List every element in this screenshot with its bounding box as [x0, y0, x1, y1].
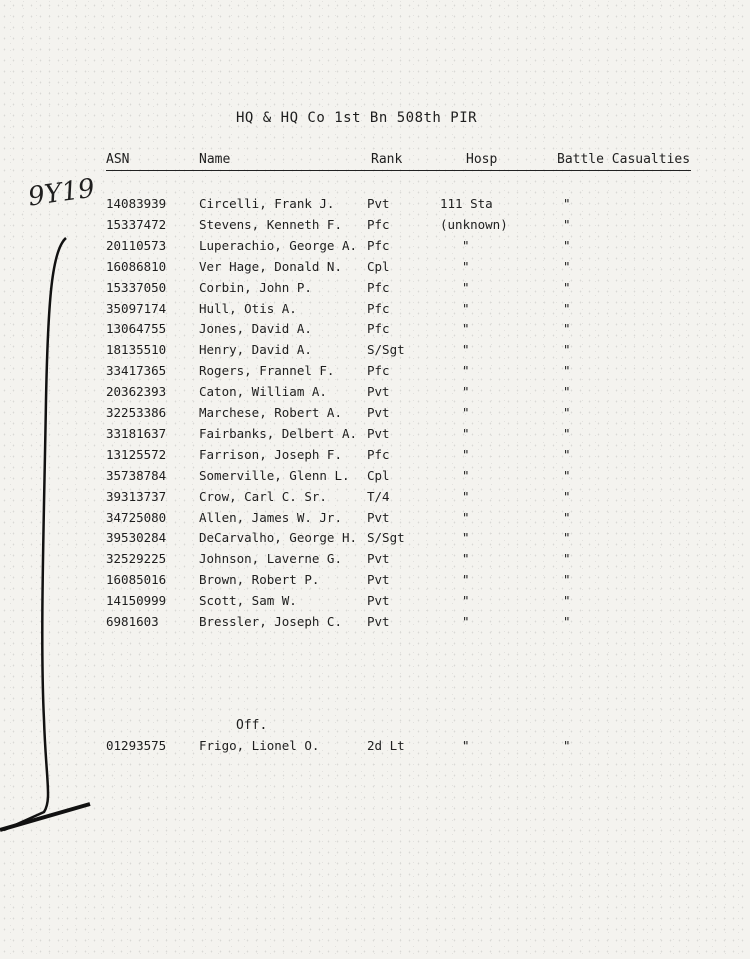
officers-label: Off. [236, 718, 268, 733]
name-cell: Stevens, Kenneth F. [199, 216, 342, 232]
asn-cell: 6981603 [106, 614, 159, 629]
table-row [0, 426, 750, 446]
table-row [0, 614, 750, 634]
rank-cell: T/4 [367, 488, 390, 504]
asn-cell: 35738784 [106, 467, 167, 483]
name-cell: Fairbanks, Delbert A. [199, 425, 358, 441]
header-hosp: Hosp [466, 152, 498, 167]
asn-cell: 20362393 [106, 384, 167, 400]
rank-cell: Pfc [367, 300, 390, 316]
rank-cell: Pvt [367, 551, 390, 567]
name-cell: Rogers, Frannel F. [199, 363, 335, 379]
battle-casualties-cell: " [563, 342, 571, 358]
table-row [0, 572, 750, 592]
asn-cell: 16086810 [106, 258, 167, 274]
hosp-cell: " [462, 425, 470, 441]
name-cell: Marchese, Robert A. [199, 405, 342, 420]
header-rank: Rank [371, 152, 403, 167]
name-cell: Bressler, Joseph C. [199, 614, 342, 629]
asn-cell: 01293575 [106, 738, 167, 753]
asn-cell: 14150999 [106, 593, 167, 609]
header-asn: ASN [106, 152, 130, 167]
rank-cell: Pfc [367, 216, 390, 232]
rank-cell: S/Sgt [367, 342, 405, 358]
hosp-cell: " [462, 446, 470, 462]
table-row [0, 301, 750, 321]
battle-casualties-cell: " [563, 593, 571, 609]
battle-casualties-cell: " [563, 258, 571, 274]
asn-cell: 39530284 [106, 530, 167, 546]
rank-cell: Pvt [367, 593, 390, 609]
hosp-cell: " [462, 384, 470, 400]
rank-cell: Pvt [367, 384, 390, 400]
hosp-cell: " [462, 488, 470, 504]
hosp-cell: " [462, 530, 470, 546]
name-cell: Hull, Otis A. [199, 300, 297, 316]
name-cell: Somerville, Glenn L. [199, 467, 350, 483]
rank-cell: Pvt [367, 196, 390, 211]
document-title: HQ & HQ Co 1st Bn 508th PIR [236, 110, 478, 126]
asn-cell: 18135510 [106, 342, 167, 358]
battle-casualties-cell: " [563, 509, 571, 525]
rank-cell: Cpl [367, 258, 390, 274]
battle-casualties-cell: " [563, 551, 571, 567]
asn-cell: 13125572 [106, 446, 167, 462]
rank-cell: Pvt [367, 572, 390, 588]
rank-cell: Cpl [367, 467, 390, 483]
name-cell: DeCarvalho, George H. [199, 530, 358, 546]
battle-casualties-cell: " [563, 530, 571, 546]
hosp-cell: " [462, 467, 470, 483]
battle-casualties-cell: " [563, 237, 571, 253]
table-row [0, 321, 750, 341]
asn-cell: 20110573 [106, 237, 167, 253]
table-row [0, 259, 750, 279]
asn-cell: 14083939 [106, 196, 167, 211]
battle-casualties-cell: " [563, 363, 571, 379]
asn-cell: 33181637 [106, 425, 167, 441]
asn-cell: 15337050 [106, 279, 167, 295]
battle-casualties-cell: " [563, 196, 571, 211]
asn-cell: 15337472 [106, 216, 167, 232]
hosp-cell: " [462, 551, 470, 567]
hosp-cell: 111 Sta [440, 196, 493, 211]
hosp-cell: " [462, 321, 470, 337]
header-name: Name [199, 152, 231, 167]
table-row [0, 238, 750, 258]
header-battle-casualties: Battle Casualties [557, 152, 691, 167]
rank-cell: S/Sgt [367, 530, 405, 546]
rank-cell: Pfc [367, 321, 390, 337]
table-row [0, 530, 750, 550]
table-row [0, 593, 750, 613]
asn-cell: 35097174 [106, 300, 167, 316]
name-cell: Luperachio, George A. [199, 237, 358, 253]
rank-cell: Pfc [367, 363, 390, 379]
name-cell: Johnson, Laverne G. [199, 551, 342, 567]
hosp-cell: " [462, 363, 470, 379]
hosp-cell: " [462, 342, 470, 358]
hosp-cell: " [462, 593, 470, 609]
rank-cell: Pvt [367, 405, 390, 420]
rank-cell: 2d Lt [367, 738, 405, 753]
battle-casualties-cell: " [563, 467, 571, 483]
asn-cell: 39313737 [106, 488, 167, 504]
asn-cell: 13064755 [106, 321, 167, 337]
table-row [0, 384, 750, 404]
hosp-cell: " [462, 614, 470, 629]
table-row [0, 447, 750, 467]
name-cell: Circelli, Frank J. [199, 196, 335, 211]
name-cell: Ver Hage, Donald N. [199, 258, 342, 274]
battle-casualties-cell: " [563, 279, 571, 295]
battle-casualties-cell: " [563, 488, 571, 504]
battle-casualties-cell: " [563, 614, 571, 629]
name-cell: Jones, David A. [199, 321, 312, 337]
name-cell: Farrison, Joseph F. [199, 446, 342, 462]
battle-casualties-cell: " [563, 384, 571, 400]
hosp-cell: " [462, 509, 470, 525]
rank-cell: Pfc [367, 237, 390, 253]
battle-casualties-cell: " [563, 572, 571, 588]
table-row [0, 217, 750, 237]
asn-cell: 16085016 [106, 572, 167, 588]
battle-casualties-cell: " [563, 321, 571, 337]
name-cell: Scott, Sam W. [199, 593, 297, 609]
hosp-cell: " [462, 405, 470, 420]
table-row [0, 363, 750, 383]
name-cell: Henry, David A. [199, 342, 312, 358]
table-row [0, 489, 750, 509]
table-row [0, 405, 750, 425]
asn-cell: 32529225 [106, 551, 167, 567]
hosp-cell: " [462, 738, 470, 753]
hosp-cell: " [462, 258, 470, 274]
rank-cell: Pvt [367, 614, 390, 629]
rank-cell: Pvt [367, 425, 390, 441]
name-cell: Crow, Carl C. Sr. [199, 488, 327, 504]
hosp-cell: (unknown) [440, 216, 508, 232]
name-cell: Corbin, John P. [199, 279, 312, 295]
name-cell: Frigo, Lionel O. [199, 738, 320, 753]
battle-casualties-cell: " [563, 425, 571, 441]
margin-note: 9Y19 [26, 173, 97, 213]
name-cell: Brown, Robert P. [199, 572, 320, 588]
table-row [0, 510, 750, 530]
name-cell: Caton, William A. [199, 384, 327, 400]
table-row [0, 280, 750, 300]
table-row [0, 196, 750, 216]
asn-cell: 34725080 [106, 509, 167, 525]
hosp-cell: " [462, 300, 470, 316]
asn-cell: 33417365 [106, 363, 167, 379]
rank-cell: Pvt [367, 509, 390, 525]
rank-cell: Pfc [367, 279, 390, 295]
table-row [0, 342, 750, 362]
table-row [0, 551, 750, 571]
battle-casualties-cell: " [563, 216, 571, 232]
battle-casualties-cell: " [563, 446, 571, 462]
table-row [0, 468, 750, 488]
rank-cell: Pfc [367, 446, 390, 462]
battle-casualties-cell: " [563, 405, 571, 420]
battle-casualties-cell: " [563, 300, 571, 316]
name-cell: Allen, James W. Jr. [199, 509, 342, 525]
hosp-cell: " [462, 572, 470, 588]
hosp-cell: " [462, 237, 470, 253]
battle-casualties-cell: " [563, 738, 571, 753]
hosp-cell: " [462, 279, 470, 295]
table-row [0, 738, 750, 758]
asn-cell: 32253386 [106, 405, 167, 420]
